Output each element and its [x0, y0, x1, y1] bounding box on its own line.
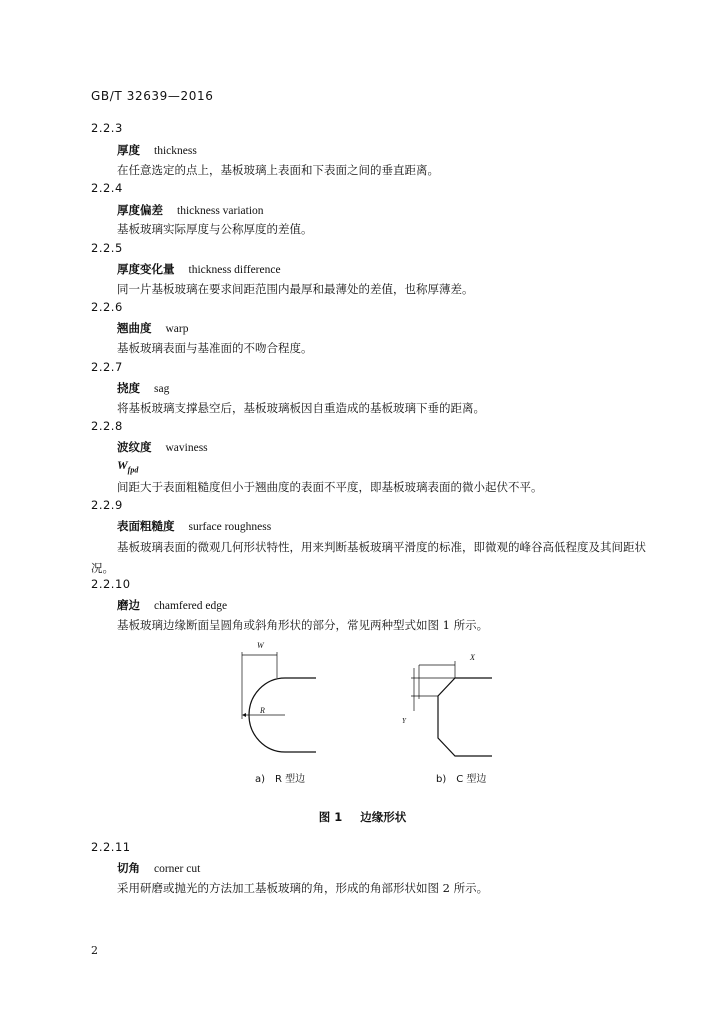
term-en: surface roughness	[188, 521, 272, 533]
term-en: warp	[165, 323, 189, 335]
term-en: chamfered edge	[154, 600, 228, 612]
clause-number: 2.2.4	[91, 181, 123, 195]
term-heading	[117, 320, 189, 336]
clause-number: 2.2.7	[91, 360, 123, 374]
label-y: Y	[402, 717, 406, 725]
r-type-edge-diagram	[242, 652, 316, 752]
term-definition: 间距大于表面粗糙度但小于翘曲度的表面不平度，即基板玻璃表面的微小起伏不平。	[117, 480, 543, 494]
term-en: thickness variation	[177, 205, 264, 217]
term-heading	[117, 439, 208, 455]
clause-number: 2.2.6	[91, 300, 123, 314]
term-cn: 切角	[117, 861, 140, 875]
c-edge-profile	[438, 678, 492, 756]
term-en: thickness difference	[188, 264, 281, 276]
term-cn: 挠度	[117, 381, 140, 395]
term-cn: 厚度	[117, 143, 140, 157]
term-heading	[117, 261, 281, 277]
term-en: thickness	[154, 145, 197, 157]
term-definition: 基板玻璃表面的微观几何形状特性，用来判断基板玻璃平滑度的标准，即微观的峰谷高低程度及其间距状况。	[91, 540, 646, 575]
term-cn: 厚度偏差	[117, 203, 163, 217]
term-definition: 基板玻璃实际厚度与公称厚度的差值。	[117, 222, 313, 236]
subfigure-a-caption: a) R 型边	[255, 774, 306, 785]
label-x: X	[470, 653, 475, 662]
term-heading	[117, 380, 169, 396]
clause-number: 2.2.3	[91, 121, 123, 135]
label-w: W	[257, 641, 264, 650]
clause-number: 2.2.10	[91, 577, 131, 591]
subfigure-b-caption: b) C 型边	[436, 774, 487, 785]
standard-number-header: GB/T 32639—2016	[91, 89, 214, 103]
term-definition: 基板玻璃边缘断面呈圆角或斜角形状的部分，常见两种型式如图 1 所示。	[117, 618, 489, 632]
term-definition: 采用研磨或抛光的方法加工基板玻璃的角，形成的角部形状如图 2 所示。	[117, 881, 489, 895]
clause-number: 2.2.8	[91, 419, 123, 433]
clause-number: 2.2.9	[91, 498, 123, 512]
figure-title: 边缘形状	[360, 810, 407, 824]
term-cn: 波纹度	[117, 440, 152, 454]
term-cn: 翘曲度	[117, 321, 152, 335]
term-definition: 在任意选定的点上，基板玻璃上表面和下表面之间的垂直距离。	[117, 163, 439, 177]
clause-number: 2.2.11	[91, 840, 131, 854]
term-en: waviness	[165, 442, 208, 454]
figure-number: 图 1	[318, 810, 343, 824]
symbol-letter: W	[117, 458, 128, 472]
term-cn: 表面粗糙度	[117, 519, 175, 533]
term-cn: 厚度变化量	[117, 262, 175, 276]
term-cn: 磨边	[117, 598, 140, 612]
figure-caption	[0, 809, 725, 825]
symbol-subscript: fpd	[127, 465, 139, 475]
term-definition: 将基板玻璃支撑悬空后，基板玻璃板因自重造成的基板玻璃下垂的距离。	[117, 401, 485, 415]
label-r: R	[260, 706, 265, 715]
c-type-edge-diagram	[411, 661, 492, 756]
term-en: sag	[154, 383, 170, 395]
term-definition: 同一片基板玻璃在要求间距范围内最厚和最薄处的差值，也称厚薄差。	[117, 282, 474, 296]
term-heading	[117, 142, 197, 158]
term-heading	[117, 597, 227, 613]
r-arrow-head	[242, 713, 246, 717]
term-heading	[117, 860, 200, 876]
page-number: 2	[91, 944, 98, 957]
term-heading	[117, 518, 271, 534]
term-heading	[117, 202, 264, 218]
edge-shape-figure	[230, 635, 500, 765]
clause-number: 2.2.5	[91, 241, 123, 255]
term-en: corner cut	[154, 863, 201, 875]
term-definition: 基板玻璃表面与基准面的不吻合程度。	[117, 341, 313, 355]
waviness-symbol	[117, 458, 138, 474]
